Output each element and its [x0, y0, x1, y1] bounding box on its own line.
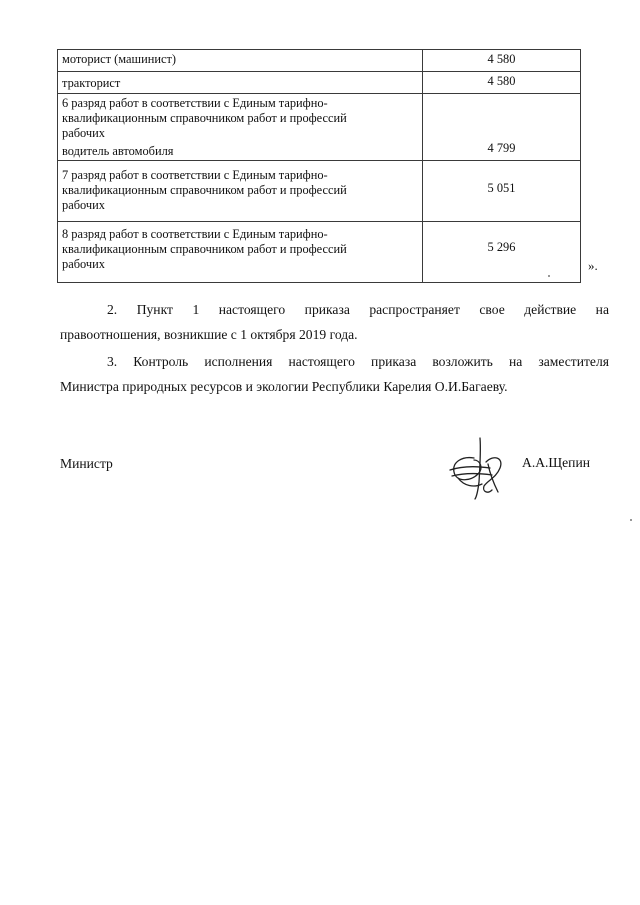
wage-value: 5 296: [487, 240, 516, 254]
wage-value: 5 051: [487, 181, 516, 195]
profession-text: квалификационным справочником работ и профессий: [62, 111, 347, 125]
profession-cell: [58, 50, 423, 72]
profession-text: квалификационным справочником работ и профессий: [62, 242, 347, 256]
profession-text: 6 разряд работ в соответствии с Единым тарифно-: [62, 96, 328, 110]
profession-text: моторист (машинист): [62, 52, 177, 66]
profession-text: рабочих: [62, 257, 105, 271]
scan-speck: [548, 275, 550, 277]
table-row: [58, 50, 581, 72]
table-row: [58, 72, 581, 94]
scan-speck: [630, 519, 632, 521]
profession-text: 7 разряд работ в соответствии с Единым тарифно-: [62, 168, 328, 182]
paragraph-2: [60, 297, 609, 347]
wage-table: [57, 49, 581, 283]
table-row: [58, 161, 581, 222]
paragraph-2-line-1: 2. Пункт 1 настоящего приказа распространяет свое действие на: [107, 302, 609, 317]
table-row: [58, 94, 581, 161]
profession-text: рабочих: [62, 198, 105, 212]
profession-text: 8 разряд работ в соответствии с Единым тарифно-: [62, 227, 328, 241]
profession-cell: [58, 161, 423, 222]
profession-text: квалификационным справочником работ и профессий: [62, 183, 347, 197]
wage-cell: [423, 161, 581, 222]
wage-value: 4 799: [487, 141, 516, 155]
profession-cell: [58, 94, 423, 161]
profession-cell: [58, 222, 423, 283]
profession-text: тракторист: [62, 76, 121, 90]
position-title: Министр: [60, 456, 113, 471]
wage-cell: [423, 50, 581, 72]
profession-text: рабочих: [62, 126, 105, 140]
wage-value: 4 580: [487, 74, 516, 88]
profession-text: водитель автомобиля: [62, 144, 174, 158]
paragraph-3-line-1: 3. Контроль исполнения настоящего приказа возложить на заместителя: [107, 354, 609, 369]
handwritten-signature: [444, 436, 516, 500]
paragraph-2-line-2: правоотношения, возникшие с 1 октября 2019 года.: [60, 327, 358, 342]
paragraph-3-line-2: Министра природных ресурсов и экологии Республики Карелия О.И.Багаеву.: [60, 379, 508, 394]
wage-cell: [423, 222, 581, 283]
closing-quote: ».: [588, 258, 598, 273]
table-row: [58, 222, 581, 283]
wage-value: 4 580: [487, 52, 516, 66]
paragraph-3: [60, 349, 609, 399]
profession-cell: [58, 72, 423, 94]
signer-name: А.А.Щепин: [522, 455, 591, 470]
wage-cell: [423, 94, 581, 161]
wage-cell: [423, 72, 581, 94]
